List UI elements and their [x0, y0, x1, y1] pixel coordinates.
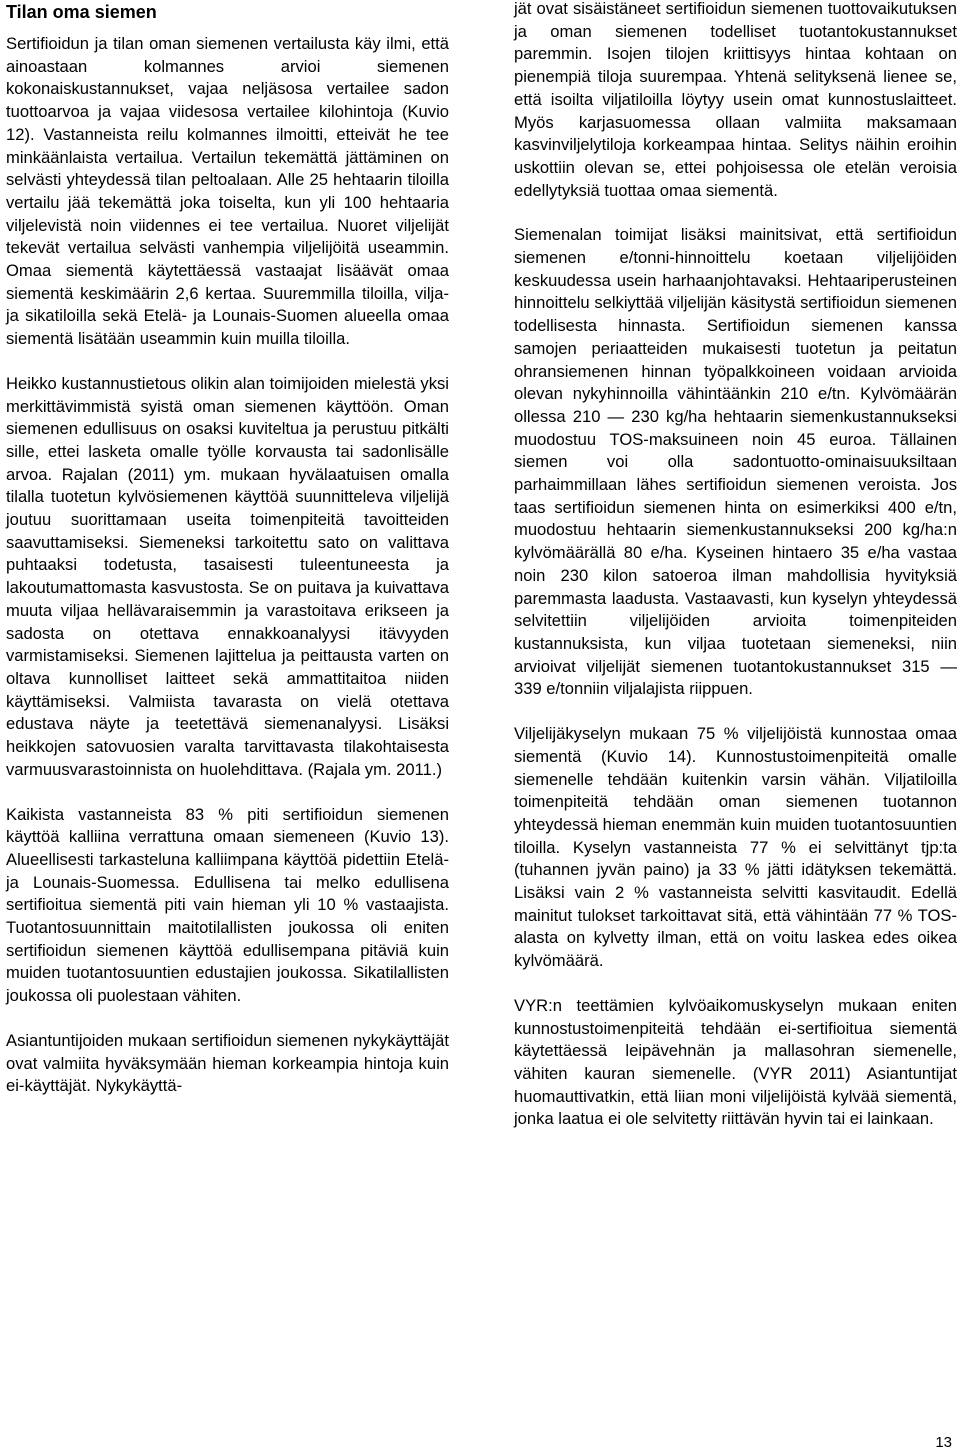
paragraph-gap: [6, 782, 449, 804]
paragraph-vyr-survey: VYR:n teettämien kylvöaikomuskyselyn mukaan eniten kunnostustoimenpiteitä tehdään ei-sertifioitua siementä käytettäessä leipävehnän ja mallasohran siemenelle, vähiten kauran siemenelle. (VYR 2011) Asiantuntijat huomauttivatkin, että liian moni viljelijöistä kylvää siementä, jonka laatua ei ole selvitetty riittävän hyvin tai ei lainkaan.: [514, 995, 957, 1129]
paragraph-price-perception: Kaikista vastanneista 83 % piti sertifioidun siemenen käyttöä kalliina verrattuna omaan siemeneen (Kuvio 13). Alueellisesti tarkasteluna kalliimpana käyttöä pidettiin Etelä- ja Lounais-Suomessa. Edullisena tai melko edullisena sertifioitua siementä piti vain hieman yli 10 % vastaajista. Tuotantosuunnittain maitotilallisten joukossa oli eniten sertifioidun siemenen käyttöä edullisempana pitäviä kuin muiden tuotantosuuntien edustajien joukossa. Sikatilallisten joukossa oli puolestaan vähiten.: [6, 804, 449, 1006]
paragraph-pricing: Siemenalan toimijat lisäksi mainitsivat, että sertifioidun siemenen e/tonni-hinnoittelu koetaan viljelijöiden keskuudessa usein harhaanjohtavaksi. Hehtaariperusteinen hinnoittelu selkiyttää viljelijän käsitystä sertifioidun siemenen todellisesta hinnasta. Sertifioidun siemenen kanssa samojen periaatteiden mukaisesti tuotetun ja peitatun ohransiemenen hinnan työpalkkoineen voidaan arvioida olevan nykyhinnoilla vähintäänkin 210 e/tn. Kylvömäärän ollessa 210 — 230 kg/ha hehtaarin siemenkustannukseksi muodostuu TOS-maksuineen noin 45 euroa. Tällainen siemen voi olla sadontuotto-ominaisuuksiltaan parhaimmillaan lähes sertifioidun siemenen veroista. Jos taas sertifioidun siemenen hinta on esimerkiksi 400 e/tn, muodostuu hehtaarin siemenkustannukseksi 200 kg/ha:n kylvömäärällä 80 e/ha. Kyseinen hintaero 35 e/ha vastaa noin 230 kilon satoeroa ilman mahdollisia hyvityksiä paremmasta laadusta. Vastaavasti, kun kyselyn yhteydessä selvitettiin viljelijöiden arvioita toimenpiteiden kustannuksista, kun viljaa tuotetaan siemeneksi, niin arvioivat viljelijät siemenen tuotantokustannukset 315 — 339 e/tonniin viljalajista riippuen.: [514, 225, 957, 699]
paragraph-gap: [6, 1008, 449, 1030]
paragraph-experts: Asiantuntijoiden mukaan sertifioidun siemenen nykykäyttäjät ovat valmiita hyväksymään hieman korkeampia hintoja kuin ei-käyttäjät. Nykykäyttä-: [6, 1030, 449, 1096]
paragraph-comparison: Sertifioidun ja tilan oman siemenen vertailusta käy ilmi, että ainoastaan kolmannes arvioi siemenen kokonaiskustannukset, vajaa neljäsosa vertailee sadon tuottoarvoa ja vajaa viidesosa vertailee kilohintoja (Kuvio 12). Vastanneista reilu kolmannes ilmoitti, etteivät he tee minkäänlaista vertailua. Vertailun tekemättä jättäminen on selvästi yhteydessä tilan peltoalaan. Alle 25 hehtaarin tiloilla vertailu jää tekemättä joka toiselta, kun yli 100 hehtaaria viljelevistä noin viidennes ei tee vertailua. Nuoret viljelijät tekevät vertailua selvästi vanhempia viljelijöitä useammin. Omaa siementä käytettäessä vastaajat lisäävät omaa siementä keskimäärin 2,6 kertaa. Suuremmilla tiloilla, vilja- ja sikatiloilla sekä Etelä- ja Lounais-Suomen alueella omaa siementä lisätään useammin kuin muilla tiloilla.: [6, 34, 449, 349]
paragraph-continuation: jät ovat sisäistäneet sertifioidun siemenen tuottovaikutuksen ja oman siemenen todelliset tuotantokustannukset paremmin. Isojen tilojen kriittisyys hintaa kohtaan on pienempiä tiloja suurempaa. Yhtenä selityksenä lienee se, että isoilta viljatiloilla löytyy usein omat kunnostuslaitteet. Myös karjasuomessa ollaan valmiita maksamaan kasvinviljelytiloja korkeampaa hintaa. Selitys näihin eroihin uskottiin olevan se, ettei pohjoisessa ole etelän veroisia edellytyksiä tuottaa omaa siementä.: [514, 0, 957, 200]
paragraph-gap: [514, 973, 957, 995]
left-column: [6, 0, 449, 1098]
paragraph-seed-treatment: Viljelijäkyselyn mukaan 75 % viljelijöistä kunnostaa omaa siementä (Kuvio 14). Kunnostustoimenpiteitä omalle siemenelle tehdään kuitenkin varsin vähän. Viljatiloilla toimenpiteitä tehdään oman siemenen tuotannon yhteydessä hieman enemmän kuin muiden tuotantosuuntien tiloilla. Kyselyn vastanneista 77 % ei selvittänyt tjp:ta (tuhannen jyvän paino) ja 33 % jätti idätyksen tekemättä. Lisäksi vain 2 % vastanneista selvitti kasvitaudit. Edellä mainitut tulokset tarkoittavat sitä, että vähintään 77 % TOS-alasta on kylvetty ilman, että on voitu laskea edes oikea kylvömäärä.: [514, 724, 957, 971]
paragraph-gap: [6, 351, 449, 373]
right-column: [514, 0, 957, 1131]
paragraph-gap: [514, 202, 957, 224]
paragraph-gap: [514, 701, 957, 723]
page-number: 13: [935, 1434, 952, 1451]
section-heading: Tilan oma siemen: [6, 2, 157, 22]
paragraph-cost-awareness: Heikko kustannustietous olikin alan toimijoiden mielestä yksi merkittävimmistä syistä oman siemenen käyttöön. Oman siemenen edullisuus on osaksi kuviteltua ja perustuu pitkälti sille, ettei lasketa omalle työlle korvausta tai sadonlisälle arvoa. Rajalan (2011) ym. mukaan hyvälaatuisen omalla tilalla tuotetun kylvösiemenen käyttöä suunnitteleva viljelijä joutuu suorittamaan useita toimenpiteitä tavoitteiden saavuttamiseksi. Siemeneksi tarkoitettu sato on valittava puhtaaksi todetusta, tasaisesti tuleentuneesta ja lakoutumattomasta kasvustosta. Se on puitava ja kuivattava muuta viljaa hellävaraisemmin ja varastoitava erikseen ja sadosta on otettava ennakkoanalyysi itävyyden varmistamiseksi. Siemenen lajittelua ja peittausta varten on oltava kunnolliset laitteet sekä ammattitaitoa niiden käyttämiseksi. Valmiista tavarasta on vielä otettava edustava näyte ja teetettävä siemenanalyysi. Lisäksi heikkojen satovuosien varalta tarvittavasta tilakohtaisesta varmuusvarastoinnista on huolehdittava. (Rajala ym. 2011.): [6, 373, 449, 779]
